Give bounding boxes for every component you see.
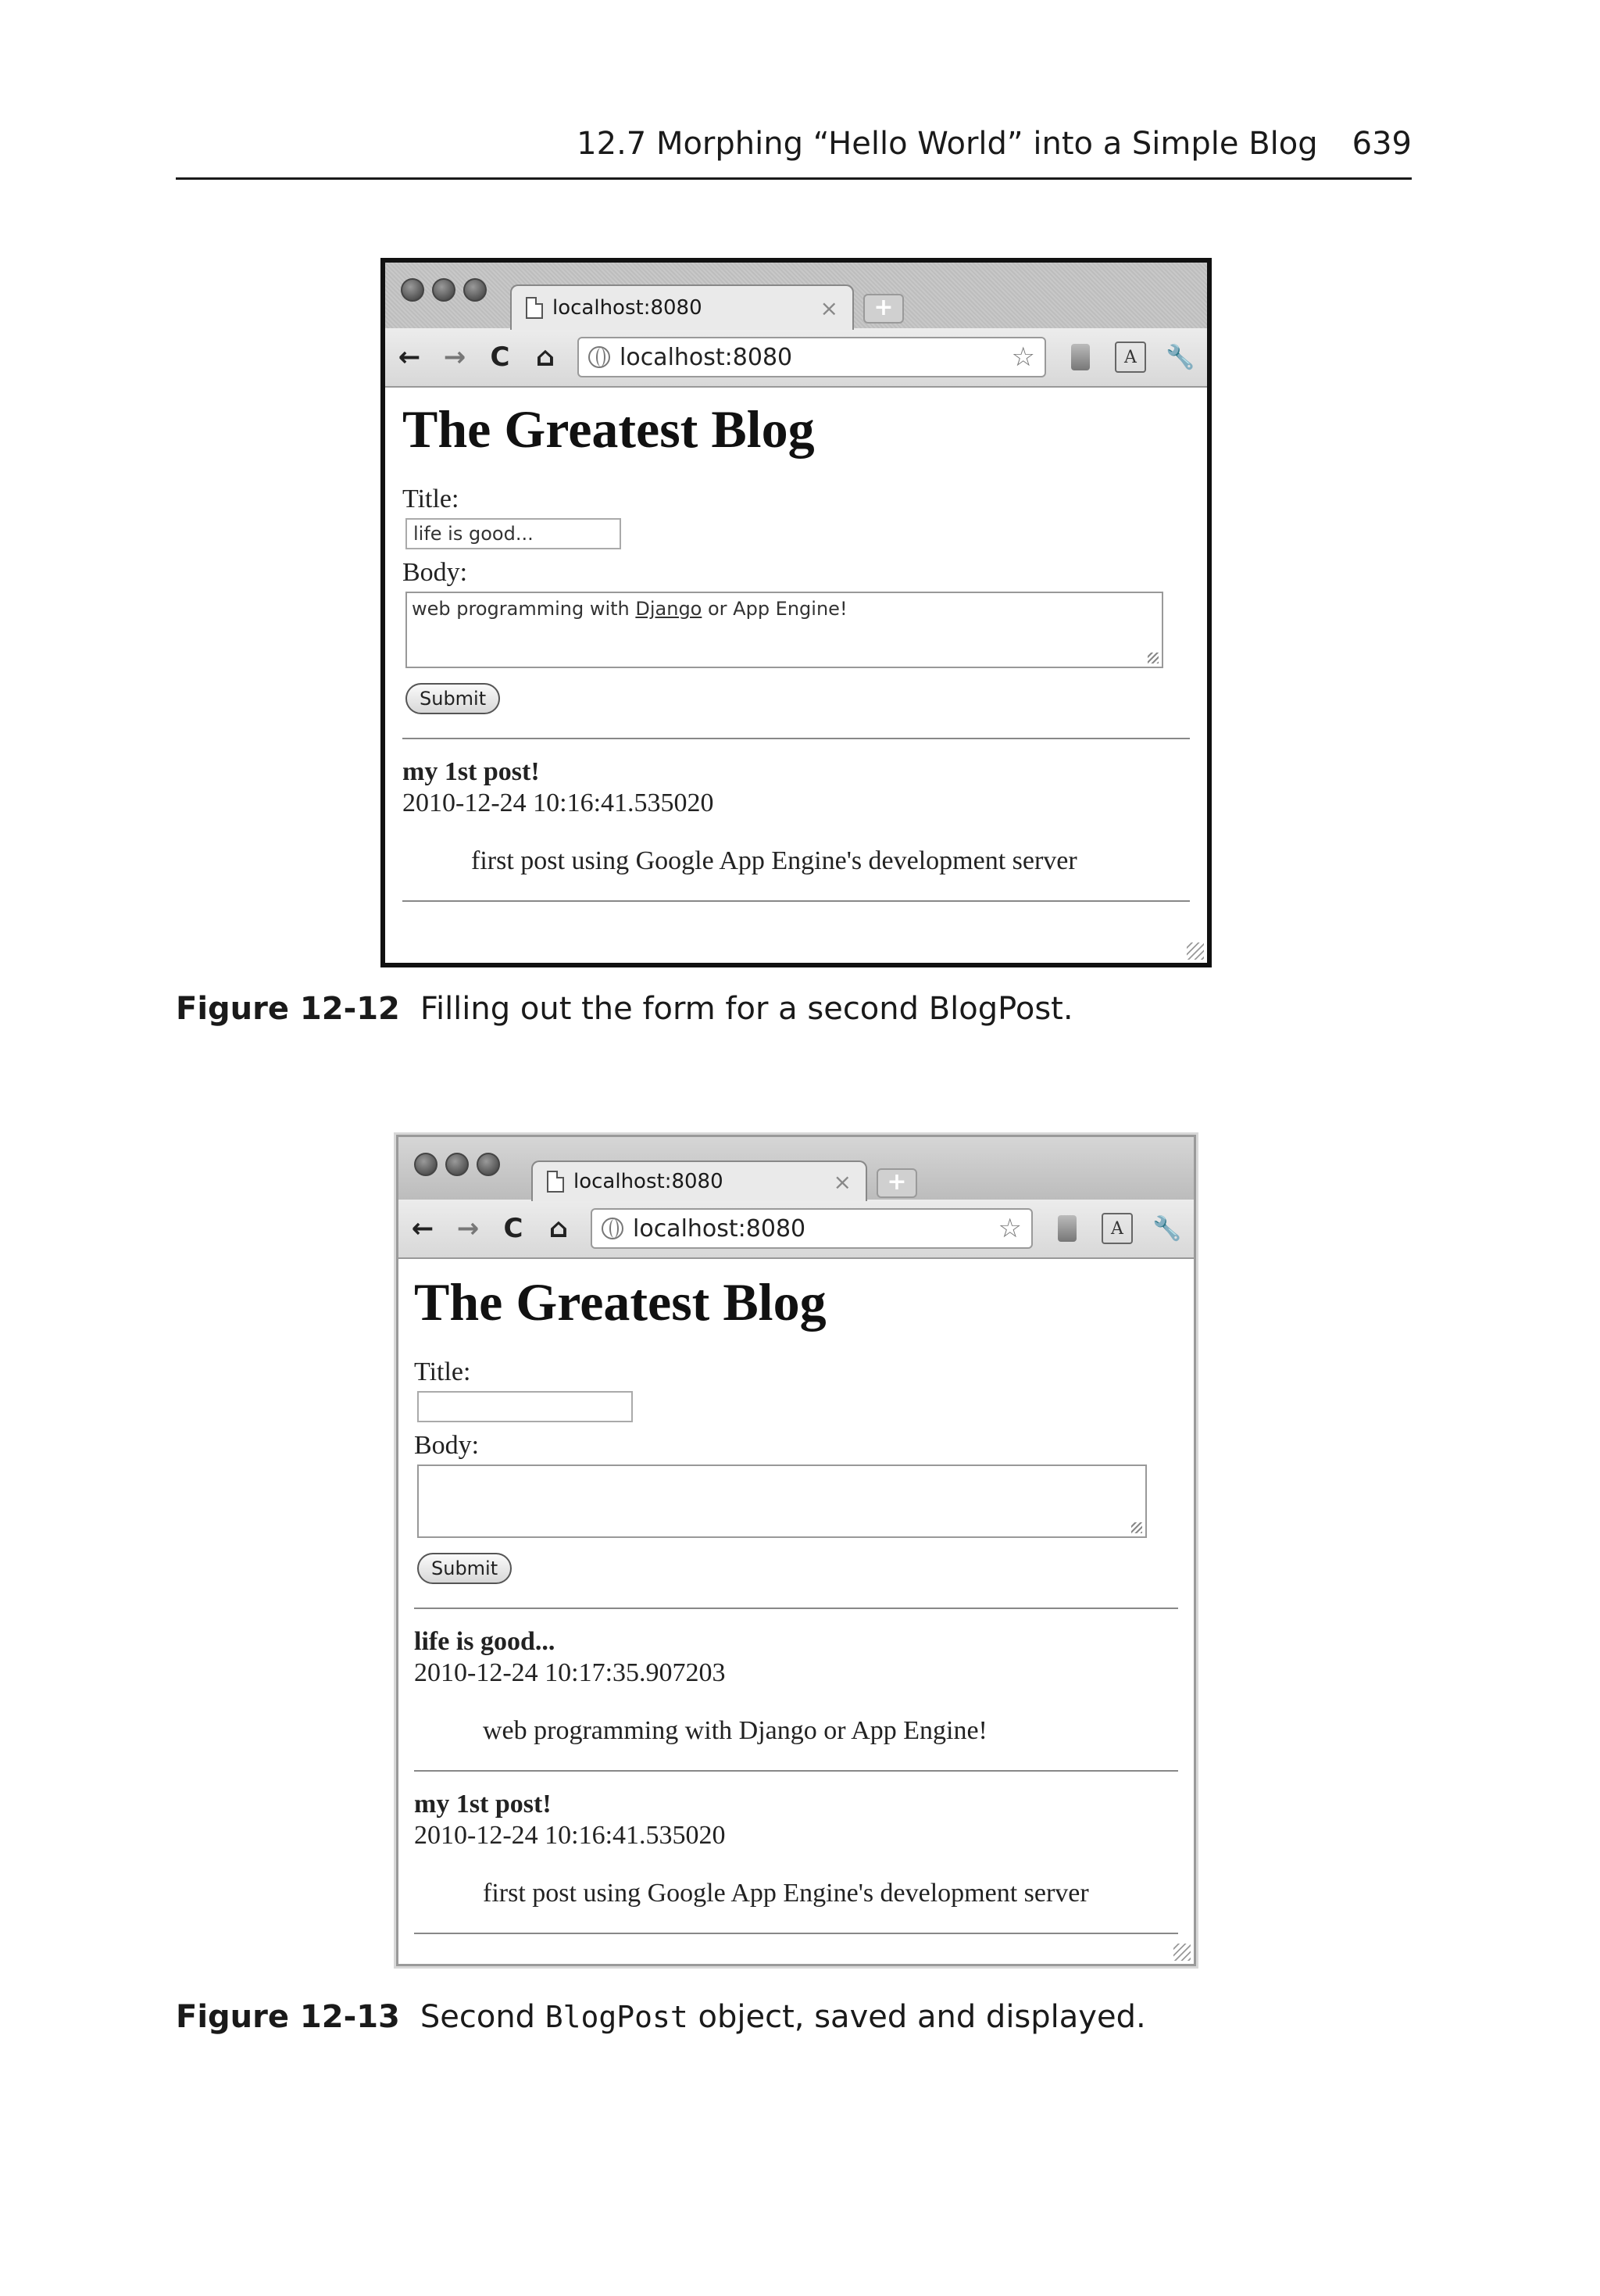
page-title: The Greatest Blog bbox=[414, 1272, 827, 1332]
figure-number: Figure 12-13 bbox=[176, 1999, 400, 2035]
resize-grip-icon[interactable] bbox=[1131, 1522, 1142, 1533]
blog-post bbox=[414, 1789, 1178, 1909]
post-date: 2010-12-24 10:17:35.907203 bbox=[414, 1658, 726, 1687]
tab-title: localhost:8080 bbox=[552, 296, 702, 320]
section-title: 12.7 Morphing “Hello World” into a Simple Blog bbox=[577, 125, 1318, 162]
post-title: my 1st post! bbox=[414, 1790, 552, 1819]
back-arrow-icon[interactable]: ← bbox=[398, 342, 421, 373]
star-icon[interactable]: ☆ bbox=[1011, 342, 1035, 373]
zoom-window-button[interactable] bbox=[477, 1153, 500, 1176]
minimize-window-button[interactable] bbox=[432, 278, 455, 302]
post-date: 2010-12-24 10:16:41.535020 bbox=[402, 789, 714, 817]
close-window-button[interactable] bbox=[414, 1153, 438, 1176]
url-text: localhost:8080 bbox=[620, 343, 793, 371]
home-icon[interactable]: ⌂ bbox=[548, 1213, 569, 1244]
caption-code: BlogPost bbox=[545, 2000, 688, 2034]
tab-title: localhost:8080 bbox=[573, 1170, 723, 1193]
title-input[interactable]: life is good... bbox=[405, 518, 621, 549]
close-tab-icon[interactable]: × bbox=[833, 1168, 852, 1195]
tab-localhost[interactable] bbox=[531, 1161, 867, 1201]
body-text-spellcheck: Django bbox=[635, 598, 702, 620]
reload-icon[interactable]: C bbox=[490, 342, 510, 373]
body-text-before: web programming with bbox=[412, 598, 636, 620]
post-date: 2010-12-24 10:16:41.535020 bbox=[414, 1821, 726, 1850]
divider bbox=[402, 900, 1190, 902]
page-content bbox=[398, 1259, 1194, 1964]
wrench-icon[interactable]: 🔧 bbox=[1166, 343, 1195, 371]
title-input[interactable] bbox=[417, 1391, 633, 1422]
body-label: Body: bbox=[414, 1431, 480, 1460]
figure-number: Figure 12-12 bbox=[176, 991, 400, 1027]
page-action-icon[interactable] bbox=[1052, 1213, 1083, 1244]
page-title: The Greatest Blog bbox=[402, 399, 815, 459]
caption-text-after: object, saved and displayed. bbox=[688, 1999, 1146, 2035]
translate-icon[interactable]: A bbox=[1115, 342, 1146, 373]
url-text: localhost:8080 bbox=[633, 1214, 806, 1243]
globe-icon bbox=[588, 346, 610, 368]
browser-toolbar bbox=[385, 328, 1207, 388]
wrench-icon[interactable]: 🔧 bbox=[1152, 1214, 1182, 1243]
caption-text: Filling out the form for a second BlogPost. bbox=[420, 991, 1073, 1027]
post-title: my 1st post! bbox=[402, 757, 540, 786]
close-window-button[interactable] bbox=[401, 278, 424, 302]
running-header bbox=[176, 117, 1412, 180]
body-textarea[interactable] bbox=[417, 1465, 1147, 1538]
figure-caption-12-12 bbox=[176, 991, 1073, 1027]
browser-toolbar bbox=[398, 1200, 1194, 1259]
body-textarea[interactable] bbox=[405, 592, 1163, 668]
document-icon bbox=[526, 297, 543, 319]
new-tab-button[interactable]: + bbox=[863, 294, 904, 324]
address-bar[interactable] bbox=[577, 337, 1046, 377]
browser-window-figure-12-13 bbox=[396, 1135, 1196, 1966]
title-label: Title: bbox=[414, 1357, 471, 1386]
zoom-window-button[interactable] bbox=[463, 278, 487, 302]
translate-icon[interactable]: A bbox=[1102, 1213, 1133, 1244]
window-controls bbox=[414, 1153, 500, 1176]
divider bbox=[414, 1770, 1178, 1772]
forward-arrow-icon[interactable]: → bbox=[456, 1213, 480, 1244]
page-content bbox=[385, 388, 1207, 930]
blog-post bbox=[402, 756, 1190, 877]
close-tab-icon[interactable]: × bbox=[820, 295, 838, 321]
post-body: web programming with Django or App Engine! bbox=[483, 1716, 988, 1745]
divider bbox=[414, 1608, 1178, 1609]
window-resize-grip-icon[interactable] bbox=[1187, 942, 1204, 960]
post-body: first post using Google App Engine's development server bbox=[483, 1879, 1089, 1908]
home-icon[interactable]: ⌂ bbox=[535, 342, 555, 373]
window-resize-grip-icon[interactable] bbox=[1173, 1944, 1191, 1961]
title-bar bbox=[398, 1137, 1194, 1200]
tab-localhost[interactable] bbox=[510, 284, 854, 330]
submit-button[interactable]: Submit bbox=[405, 683, 500, 714]
submit-button[interactable]: Submit bbox=[417, 1553, 512, 1584]
forward-arrow-icon[interactable]: → bbox=[443, 342, 466, 373]
back-arrow-icon[interactable]: ← bbox=[411, 1213, 434, 1244]
figure-caption-12-13 bbox=[176, 1999, 1146, 2035]
window-controls bbox=[401, 278, 487, 302]
title-label: Title: bbox=[402, 485, 459, 513]
page-action-icon[interactable] bbox=[1065, 342, 1096, 373]
resize-grip-icon[interactable] bbox=[1148, 653, 1159, 663]
browser-window-figure-12-12 bbox=[380, 258, 1212, 967]
document-icon bbox=[547, 1171, 564, 1193]
new-tab-button[interactable]: + bbox=[877, 1168, 917, 1198]
star-icon[interactable]: ☆ bbox=[998, 1213, 1022, 1244]
blog-post bbox=[414, 1626, 1178, 1747]
address-bar[interactable] bbox=[591, 1208, 1033, 1249]
caption-text-before: Second bbox=[420, 1999, 545, 2035]
globe-icon bbox=[602, 1218, 623, 1239]
body-label: Body: bbox=[402, 558, 468, 587]
title-bar bbox=[385, 263, 1207, 328]
minimize-window-button[interactable] bbox=[445, 1153, 469, 1176]
page-number: 639 bbox=[1352, 125, 1412, 162]
post-title: life is good... bbox=[414, 1627, 555, 1656]
divider bbox=[414, 1933, 1178, 1934]
divider bbox=[402, 738, 1190, 739]
reload-icon[interactable]: C bbox=[503, 1213, 523, 1244]
post-body: first post using Google App Engine's development server bbox=[471, 846, 1077, 875]
body-text-after: or App Engine! bbox=[702, 598, 848, 620]
